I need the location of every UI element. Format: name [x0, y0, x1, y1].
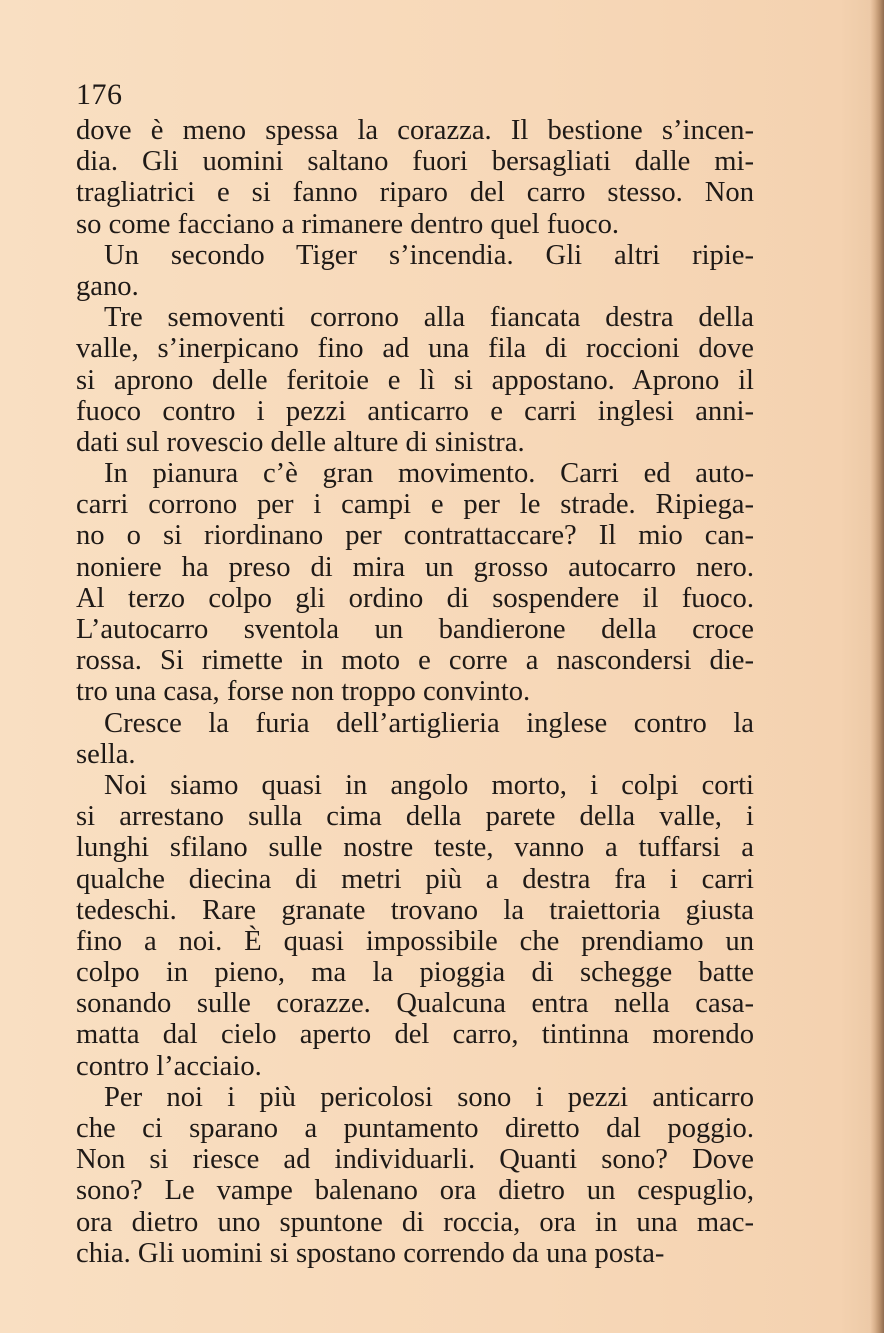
text-line: sella.	[76, 738, 136, 770]
text-line: Non si riesce ad individuarli. Quanti sono? Dove	[76, 1144, 754, 1176]
text-line: Per noi i più pericolosi sono i pezzi anticarro	[104, 1081, 754, 1113]
text-line: dove è meno spessa la corazza. Il bestione s’incen-	[76, 115, 754, 146]
text-line: In pianura c’è gran movimento. Carri ed auto-	[104, 458, 754, 490]
text-line: Tre semoventi corrono alla fiancata destra della	[104, 302, 754, 334]
text-line: valle, s’inerpicano fino ad una fila di roccioni dove	[76, 333, 754, 365]
text-line: tragliatrici e si fanno riparo del carro stesso. Non	[76, 177, 754, 209]
text-line: gano.	[76, 270, 139, 302]
text-line: qualche diecina di metri più a destra fra i carri	[76, 863, 754, 895]
text-line: no o si riordinano per contrattaccare? Il mio can-	[76, 520, 754, 552]
text-line: Al terzo colpo gli ordino di sospendere il fuoco.	[76, 582, 754, 614]
text-line: carri corrono per i campi e per le strade. Ripiega-	[76, 489, 754, 521]
text-line: si aprono delle feritoie e lì si appostano. Aprono il	[76, 364, 754, 396]
text-line: tro una casa, forse non troppo convinto.	[76, 676, 531, 708]
text-line: si arrestano sulla cima della parete della valle, i	[76, 801, 754, 833]
text-line: matta dal cielo aperto del carro, tintinna morendo	[76, 1019, 754, 1051]
text-line: so come facciano a rimanere dentro quel fuoco.	[76, 208, 620, 240]
text-line: chia. Gli uomini si spostano correndo da una posta-	[76, 1237, 665, 1269]
text-line: noniere ha preso di mira un grosso autocarro nero.	[76, 551, 754, 583]
text-line: tedeschi. Rare granate trovano la traiettoria giusta	[76, 894, 754, 926]
text-line: fino a noi. È quasi impossibile che prendiamo un	[76, 925, 754, 957]
text-line: sonando sulle corazze. Qualcuna entra nella casa-	[76, 988, 754, 1020]
text-line: fuoco contro i pezzi anticarro e carri inglesi anni-	[76, 395, 754, 427]
text-line: Cresce la furia dell’artiglieria inglese contro la	[104, 707, 754, 739]
text-line: contro l’acciaio.	[76, 1050, 262, 1082]
text-line: dia. Gli uomini saltano fuori bersagliati dalle mi-	[76, 146, 754, 178]
text-line: dati sul rovescio delle alture di sinistra.	[76, 426, 525, 458]
text-line: lunghi sfilano sulle nostre teste, vanno a tuffarsi a	[76, 832, 754, 864]
text-line: L’autocarro sventola un bandierone della croce	[76, 614, 754, 645]
text-line: Un secondo Tiger s’incendia. Gli altri ripie-	[104, 239, 754, 271]
text-line: sono? Le vampe balenano ora dietro un cespuglio,	[76, 1175, 754, 1207]
text-line: ora dietro uno spuntone di roccia, ora in una mac-	[76, 1206, 754, 1238]
text-line: Noi siamo quasi in angolo morto, i colpi corti	[104, 769, 754, 801]
text-line: rossa. Si rimette in moto e corre a nascondersi die-	[76, 645, 754, 677]
body-text	[76, 115, 754, 1269]
page-edge-shadow	[870, 0, 884, 1333]
text-line: colpo in pieno, ma la pioggia di schegge batte	[76, 957, 754, 989]
text-line: che ci sparano a puntamento diretto dal poggio.	[76, 1113, 754, 1144]
page-number: 176	[76, 78, 123, 111]
